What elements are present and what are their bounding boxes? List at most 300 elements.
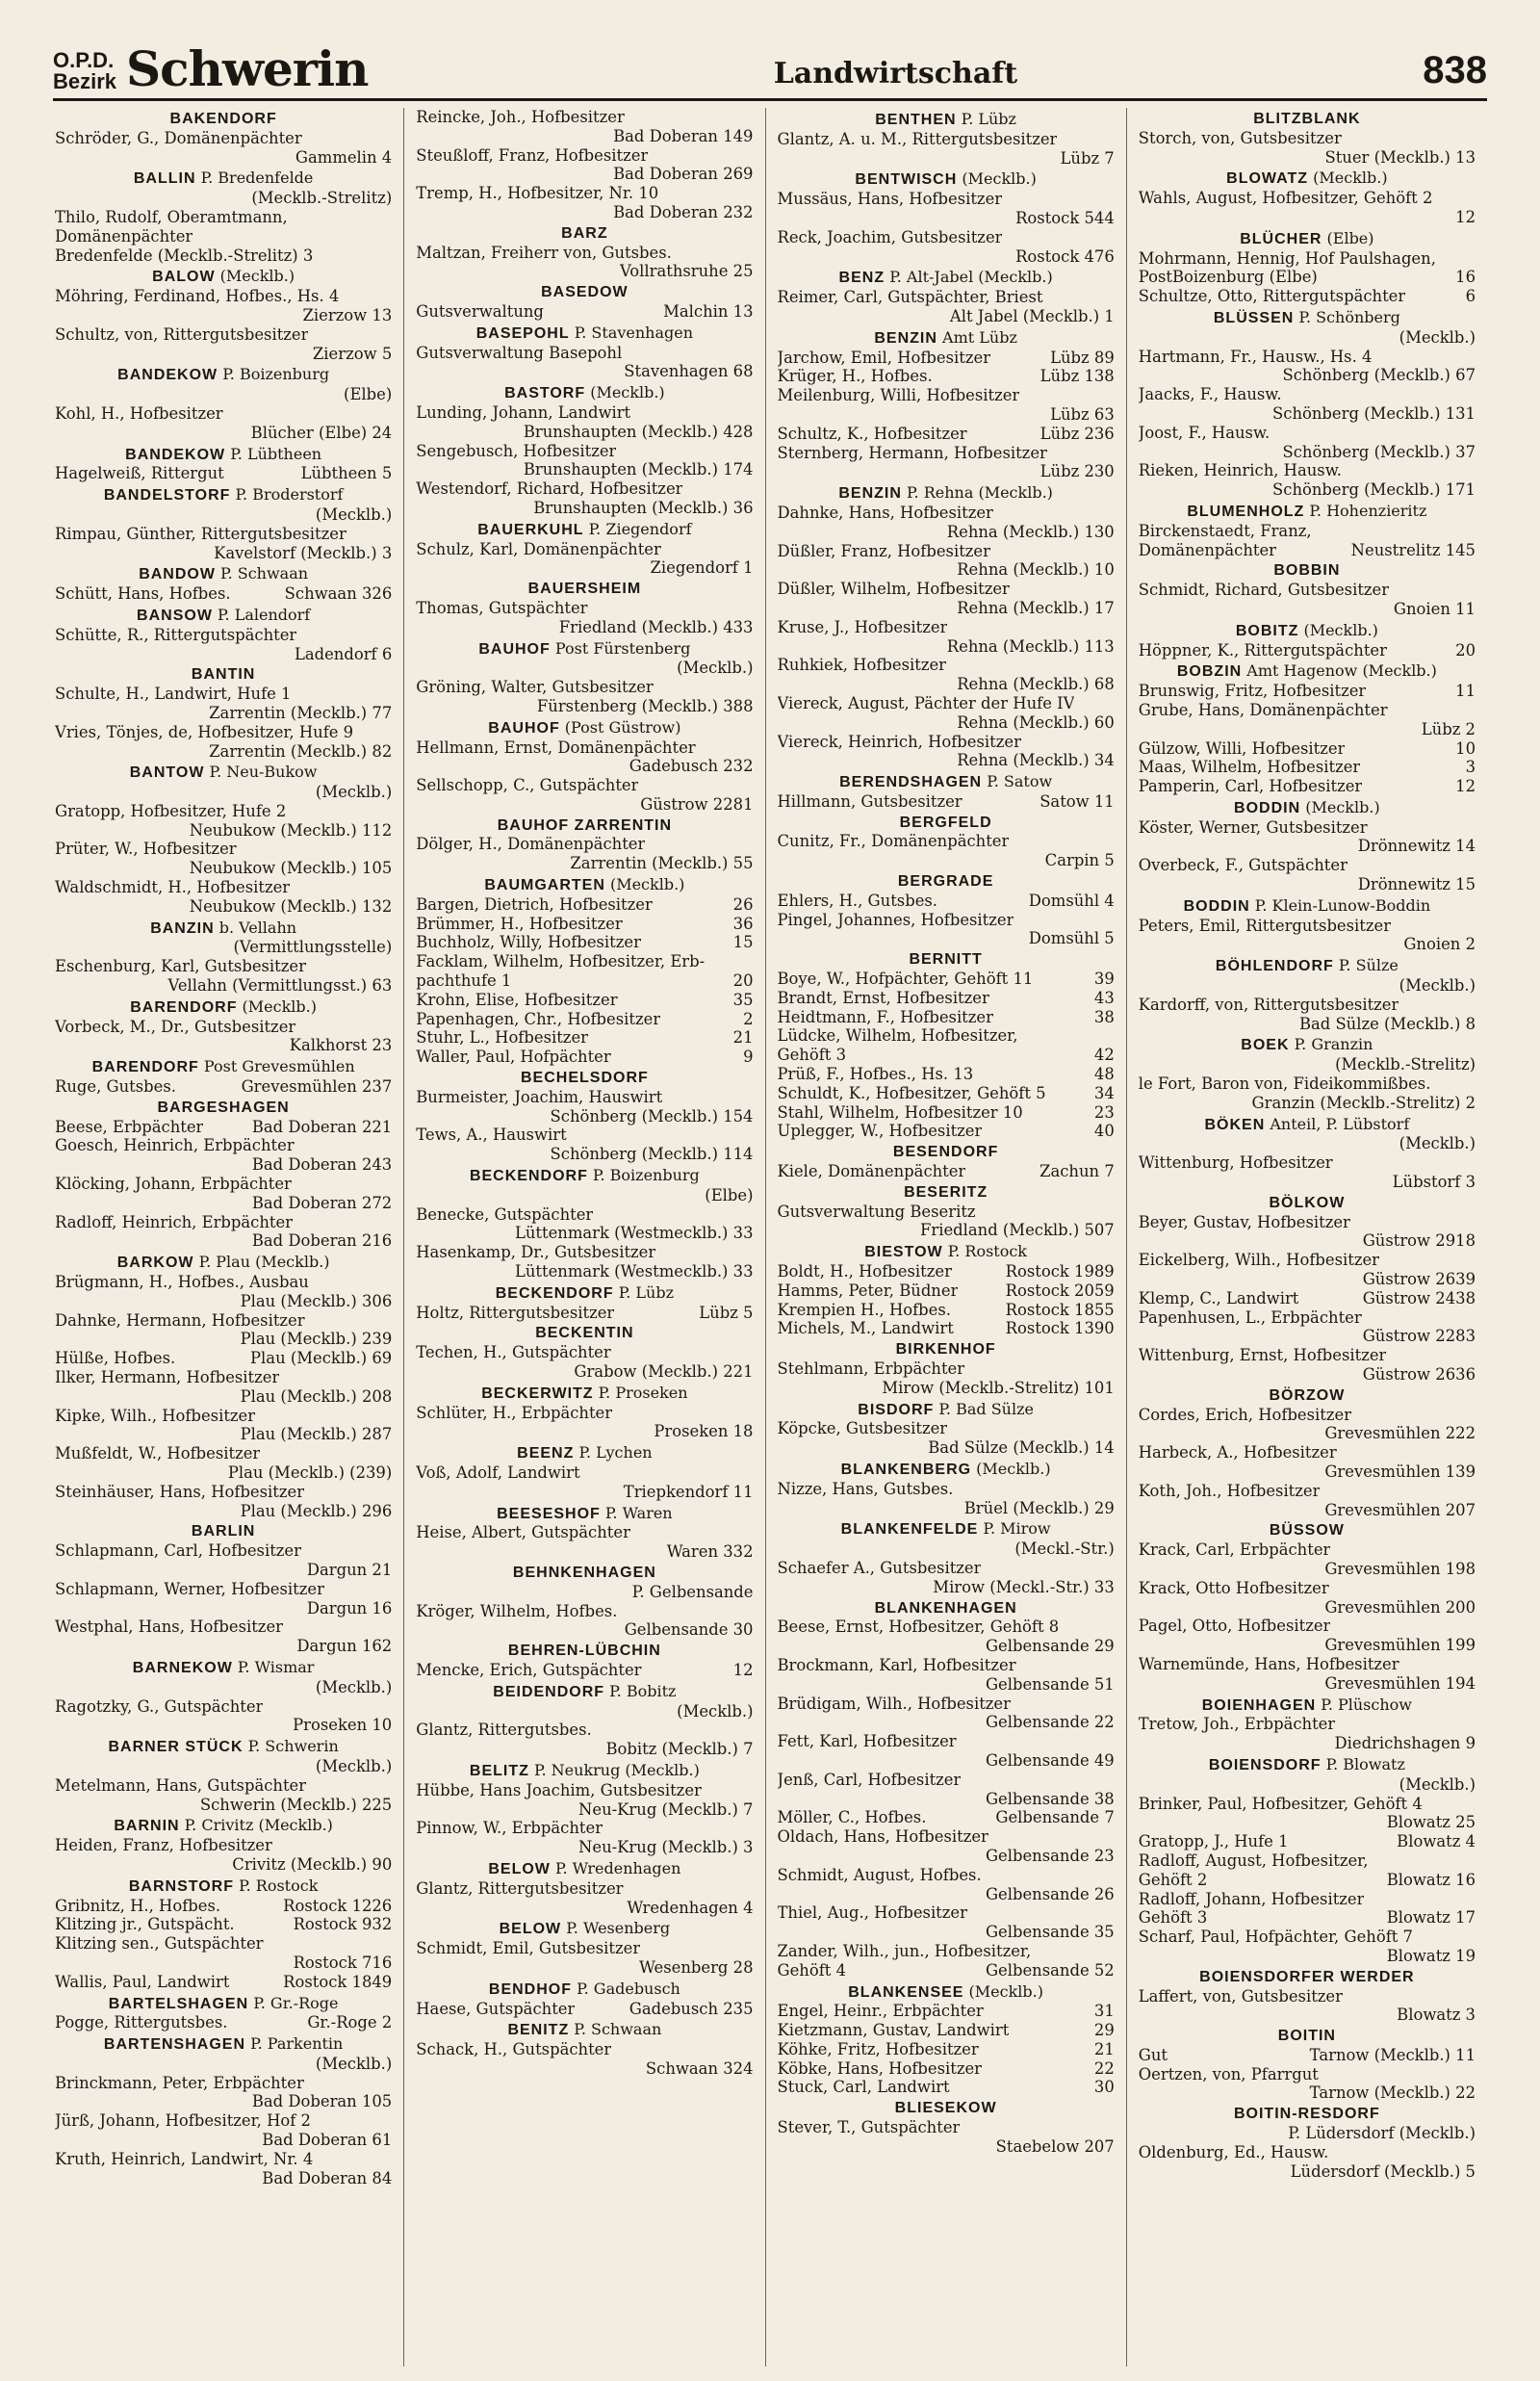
entry-line (416, 262, 753, 281)
place-name: BOBZIN (1176, 663, 1243, 681)
bezirk-line: Bezirk (53, 69, 117, 93)
place-block (55, 997, 392, 1055)
place-heading (1139, 308, 1476, 328)
entry-line (778, 751, 1115, 770)
entry-line (416, 1781, 753, 1800)
place-block (1139, 1695, 1476, 1753)
entry-line (1139, 1251, 1476, 1270)
entry-line (778, 1438, 1115, 1458)
entry-phone: Gelbensande 7 (995, 1808, 1115, 1827)
entry-phone: Plau (Mecklb.) 287 (240, 1425, 393, 1444)
place-heading (55, 1057, 392, 1077)
entry-line (55, 325, 392, 345)
place-heading (416, 520, 753, 540)
place-block (416, 1980, 753, 2019)
entry-line (416, 1879, 753, 1899)
place-heading (1139, 1968, 1476, 1987)
place-block (1139, 1521, 1476, 1693)
entry-line (55, 1444, 392, 1463)
place-heading (416, 1283, 753, 1304)
post-office: P. Wismar (232, 1657, 315, 1676)
place-name: BEIDENDORF (493, 1683, 605, 1700)
entry-line (416, 1602, 753, 1621)
entry-name: Gehöft 3 (1138, 1908, 1208, 1928)
entry-phone: Zierzow 5 (312, 344, 393, 363)
entry-line (55, 345, 392, 364)
entry-line (55, 976, 392, 996)
entry-line (416, 1048, 753, 1067)
entry-line (1139, 1560, 1476, 1579)
entry-line (1139, 875, 1476, 894)
place-block (1139, 229, 1476, 306)
place-block (778, 1460, 1115, 1517)
place-name: BIESTOW (864, 1244, 943, 1261)
entry-name: Scharf, Paul, Hofpächter, Gehöft 7 (1138, 1928, 1413, 1947)
post-office: P. Granzin (1289, 1035, 1373, 1054)
entry-name: Stehlmann, Erbpächter (777, 1359, 965, 1378)
entry-phone: P. Lüdersdorf (Mecklb.) (1288, 2124, 1476, 2143)
entry-line (55, 783, 392, 802)
entry-phone: Ziegendorf 1 (650, 558, 754, 578)
place-name: BECKENDORF (469, 1168, 588, 1185)
entry-line (416, 1483, 753, 1502)
entry-name: Schröder, G., Domänenpächter (55, 128, 302, 147)
place-name: BENZ (838, 270, 886, 287)
entry-line (416, 1463, 753, 1483)
place-block (55, 168, 392, 265)
entry-phone: Bad Doberan 216 (251, 1231, 393, 1251)
entry-line (55, 1796, 392, 1815)
entry-phone: 35 (732, 990, 754, 1009)
entry-phone: Schönberg (Mecklb.) 154 (550, 1106, 754, 1126)
entry-line (1139, 328, 1476, 348)
entry-name: Gribnitz, H., Hofbes. (55, 1896, 221, 1915)
entry-line (416, 1243, 753, 1262)
place-heading (416, 1504, 753, 1524)
entry-name: Köster, Werner, Gutsbesitzer (1138, 817, 1368, 837)
entry-line (55, 685, 392, 704)
entry-phone: Neu-Krug (Mecklb.) 3 (578, 1838, 754, 1857)
entry-phone: Schönberg (Mecklb.) 67 (1282, 366, 1476, 385)
entry-phone: (Mecklb.) (315, 783, 393, 802)
place-name: BELOW (499, 1921, 562, 1938)
place-heading (1139, 1115, 1476, 1135)
place-name: BENTHEN (875, 112, 957, 128)
place-heading (778, 772, 1115, 792)
entry-phone: Rostock 1849 (283, 1972, 393, 1991)
entry-line (778, 1618, 1115, 1637)
entry-line (1139, 976, 1476, 996)
entry-phone: Plau (Mecklb.) (239) (227, 1462, 393, 1482)
post-office: P. Plüschow (1316, 1695, 1412, 1714)
place-block (778, 1519, 1115, 1596)
entry-line (416, 479, 753, 499)
entry-line (1139, 1308, 1476, 1328)
entry-name: Ruge, Gutsbes. (55, 1077, 176, 1097)
place-name: BECKENTIN (535, 1325, 634, 1342)
column-1 (53, 108, 403, 2367)
entry-phone: Gammelin 4 (295, 147, 393, 167)
entry-line (55, 129, 392, 148)
entry-name: Reincke, Joh., Hofbesitzer (416, 108, 625, 126)
section-title: Landwirtschaft (773, 57, 1018, 91)
entry-name: Hülße, Hofbes. (55, 1349, 176, 1368)
post-office: P. Schwerin (243, 1737, 339, 1756)
place-block (778, 1242, 1115, 1338)
entry-line (55, 1387, 392, 1407)
entry-line (778, 713, 1115, 733)
place-block (1139, 798, 1476, 894)
entry-name: Michels, M., Landwirt (777, 1319, 954, 1338)
entry-phone: Gelbensande 29 (985, 1637, 1115, 1656)
entry-line (55, 1697, 392, 1717)
entry-name: Hübbe, Hans Joachim, Gutsbesitzer (416, 1780, 702, 1799)
post-office: Amt Hagenow (Mecklb.) (1242, 661, 1437, 681)
post-office: Anteil, P. Lübstorf (1265, 1114, 1410, 1133)
entry-phone: Lübz 7 (1060, 148, 1115, 168)
entry-line (416, 1740, 753, 1759)
entry-line (1139, 541, 1476, 560)
opd-line: O.P.D. (53, 48, 115, 72)
entry-line (416, 971, 753, 991)
entry-line (1139, 480, 1476, 500)
entry-line (416, 1107, 753, 1126)
entry-name: Sellschopp, C., Gutspächter (416, 776, 639, 795)
entry-phone: Gadebusch 232 (629, 757, 754, 776)
place-name: BLANKENSEE (848, 1983, 964, 2001)
entry-line (55, 1855, 392, 1875)
entry-name: Boldt, H., Hofbesitzer (777, 1262, 952, 1281)
entry-name: Lüdcke, Wilhelm, Hofbesitzer, (777, 1026, 1018, 1046)
entry-line (55, 1836, 392, 1855)
entry-line (1139, 1443, 1476, 1462)
place-heading (55, 267, 392, 287)
entry-name: Schmidt, August, Hofbes. (777, 1865, 982, 1884)
entry-line (55, 227, 392, 246)
entry-phone: Grabow (Mecklb.) 221 (574, 1362, 754, 1381)
entry-line (778, 1203, 1115, 1222)
entry-name: Maltzan, Freiherr von, Gutsbes. (416, 243, 672, 262)
place-block (1139, 621, 1476, 660)
entry-line (778, 2118, 1115, 2137)
entry-line (778, 1162, 1115, 1181)
entry-line (1139, 1598, 1476, 1618)
place-block (55, 1816, 392, 1874)
entry-phone: Zarrentin (Mecklb.) 77 (209, 703, 393, 722)
entry-name: Thiel, Aug., Hofbesitzer (777, 1903, 967, 1923)
post-office: P. Rostock (234, 1876, 319, 1895)
entry-name: Hartmann, Fr., Hausw., Hs. 4 (1138, 347, 1373, 366)
entry-line (416, 618, 753, 637)
entry-line (778, 405, 1115, 425)
place-name: BISDORF (858, 1401, 935, 1418)
entry-name: Düßler, Wilhelm, Hofbesitzer (777, 580, 1010, 599)
entry-line (1139, 1173, 1476, 1192)
entry-phone: (Mecklb.) (1399, 327, 1476, 347)
entry-line (778, 970, 1115, 989)
entry-line (778, 504, 1115, 523)
entry-name: Gröning, Walter, Gutsbesitzer (416, 678, 654, 697)
entry-line (1139, 1153, 1476, 1173)
entry-line (778, 929, 1115, 948)
entry-line (416, 244, 753, 263)
entry-phone: Lübz 2 (1421, 719, 1476, 738)
entry-line (778, 1827, 1115, 1847)
entry-line (55, 1425, 392, 1444)
place-name: BÖHLENDORF (1215, 958, 1334, 975)
entry-name: Holtz, Rittergutsbesitzer (416, 1303, 615, 1322)
entry-name: Tretow, Joh., Erbpächter (1138, 1715, 1336, 1734)
entry-line (1139, 1674, 1476, 1694)
entry-name: Radloff, Heinrich, Erbpächter (55, 1212, 294, 1231)
place-heading (778, 1982, 1115, 2003)
entry-line (416, 1088, 753, 1107)
entry-name: Eickelberg, Wilh., Hofbesitzer (1138, 1251, 1380, 1270)
entry-phone: Rostock 1390 (1005, 1319, 1115, 1338)
place-name: BASEPOHL (475, 324, 570, 342)
place-name: BANTIN (191, 666, 256, 684)
place-heading (778, 1599, 1115, 1618)
entry-line (55, 821, 392, 841)
entry-name: Schmidt, Richard, Gutsbesitzer (1138, 581, 1390, 600)
entry-phone: Zarrentin (Mecklb.) 55 (570, 854, 754, 873)
place-name: BARNER STÜCK (108, 1739, 244, 1756)
place-heading (778, 110, 1115, 130)
entry-line (416, 165, 753, 184)
entry-phone: Carpin 5 (1044, 851, 1115, 870)
entry-name: Oldenburg, Ed., Hausw. (1138, 2142, 1329, 2161)
entry-line (55, 1036, 392, 1055)
place-block (55, 267, 392, 363)
place-name: BERGRADE (897, 873, 994, 891)
place-name: BÜSSOW (1269, 1522, 1345, 1540)
entry-line (55, 246, 392, 266)
entry-line (55, 2111, 392, 2131)
place-name: BAUHOF (488, 719, 560, 737)
entry-line (416, 146, 753, 166)
place-name: BELOW (488, 1860, 551, 1877)
entry-line (1139, 581, 1476, 600)
entry-line (1139, 208, 1476, 227)
place-heading (1139, 2105, 1476, 2124)
place-heading (1139, 229, 1476, 249)
entry-name: Köpcke, Gutsbesitzer (777, 1419, 948, 1438)
place-block (416, 1761, 753, 1857)
entry-phone: (Mecklb.) (1399, 1134, 1476, 1153)
place-name: BLITZBLANK (1253, 111, 1361, 127)
place-heading (416, 324, 753, 344)
entry-line (1139, 1890, 1476, 1909)
post-office: (Mecklb.) (1300, 797, 1380, 816)
entry-line (778, 307, 1115, 326)
place-block (1139, 1035, 1476, 1112)
column-2 (403, 108, 764, 2367)
place-block (778, 772, 1115, 812)
entry-line (416, 1620, 753, 1640)
entry-phone: Rehna (Mecklb.) 34 (957, 751, 1115, 770)
entry-name: Hellmann, Ernst, Domänenpächter (416, 738, 696, 757)
entry-name: Domänenpächter (1138, 540, 1277, 559)
entry-name: Nizze, Hans, Gutsbes. (777, 1479, 954, 1498)
place-block (416, 718, 753, 815)
place-heading (416, 1166, 753, 1186)
entry-line (1139, 1501, 1476, 1520)
entry-line (1139, 1851, 1476, 1871)
post-office: P. Ziegendorf (583, 519, 692, 538)
entry-name: Techen, H., Gutspächter (416, 1343, 611, 1362)
place-name: BLANKENBERG (840, 1461, 972, 1478)
entry-line (778, 599, 1115, 618)
post-office: b. Vellahn (214, 918, 297, 937)
entry-phone: Rehna (Mecklb.) 130 (946, 522, 1115, 541)
entry-line (1139, 1795, 1476, 1814)
entry-line (55, 859, 392, 878)
entry-phone: Lübz 63 (1050, 404, 1115, 424)
entry-phone: Dargun 16 (306, 1598, 393, 1618)
place-name: BAUMGARTEN (484, 877, 605, 894)
entry-phone: Lübz 89 (1050, 348, 1115, 367)
entry-line (778, 2137, 1115, 2157)
place-heading (416, 283, 753, 302)
place-heading (1139, 621, 1476, 641)
entry-line (778, 1065, 1115, 1084)
entry-phone: Schönberg (Mecklb.) 37 (1282, 442, 1476, 461)
entry-phone: Lübz 138 (1040, 367, 1115, 386)
entry-phone: Lübtheen 5 (300, 464, 393, 483)
entry-phone: Rostock 476 (1015, 246, 1115, 266)
entry-line (778, 618, 1115, 637)
entry-line (1139, 189, 1476, 208)
entry-line (1139, 2162, 1476, 2182)
entry-name: Domänenpächter (55, 226, 193, 246)
place-block (778, 1599, 1115, 1980)
entry-line (416, 835, 753, 854)
place-heading (1139, 1035, 1476, 1055)
place-name: BIRKENHOF (895, 1341, 996, 1359)
entry-line (1139, 1775, 1476, 1795)
entry-name: Sengebusch, Hofbesitzer (416, 441, 617, 460)
entry-line (416, 933, 753, 952)
entry-name: Sternberg, Hermann, Hofbesitzer (777, 443, 1047, 462)
entry-phone: Gadebusch 235 (629, 1999, 754, 2018)
place-heading (1139, 661, 1476, 682)
entry-line (1139, 1947, 1476, 1966)
entry-name: Mussäus, Hans, Hofbesitzer (777, 190, 1003, 209)
entry-phone: 12 (1455, 207, 1476, 226)
place-name: BLIESEKOW (894, 2100, 997, 2117)
entry-line (778, 1903, 1115, 1923)
entry-name: pachthufe 1 (416, 971, 512, 991)
place-block (1139, 1115, 1476, 1192)
place-name: BLANKENHAGEN (874, 1599, 1017, 1617)
entry-name: Ragotzky, G., Gutspächter (55, 1696, 264, 1716)
place-heading (416, 1069, 753, 1088)
entry-name: Wittenburg, Ernst, Hofbesitzer (1138, 1346, 1387, 1365)
page-header (53, 21, 1487, 101)
post-office: P. Lübz (956, 110, 1016, 128)
place-block (55, 606, 392, 663)
place-name: BANTOW (129, 764, 205, 782)
entry-phone: Ladendorf 6 (294, 644, 393, 663)
entry-line (778, 1499, 1115, 1518)
entry-phone: Granzin (Mecklb.-Strelitz) 2 (1251, 1093, 1476, 1112)
place-heading (416, 816, 753, 836)
entry-phone: Blowatz 25 (1386, 1813, 1476, 1832)
place-name: BENITZ (507, 2022, 570, 2039)
place-heading (416, 1859, 753, 1879)
entry-phone: Gelbensande 23 (985, 1846, 1115, 1865)
post-office: P. Blowatz (1321, 1754, 1405, 1773)
entry-phone: Lüttenmark (Westmecklb.) 33 (514, 1262, 754, 1281)
entry-line (778, 989, 1115, 1008)
entry-name: Meilenburg, Willi, Hofbesitzer (777, 386, 1020, 405)
entry-line (416, 1186, 753, 1205)
place-heading (1139, 168, 1476, 189)
entry-line (55, 505, 392, 525)
entry-line (778, 792, 1115, 812)
entry-phone: Rehna (Mecklb.) 113 (946, 636, 1115, 656)
entry-name: Pinnow, W., Erbpächter (416, 1819, 603, 1838)
entry-line (1139, 1871, 1476, 1890)
entry-name: Storch, von, Gutsbesitzer (1138, 128, 1342, 147)
entry-line (55, 1213, 392, 1232)
entry-line (55, 1580, 392, 1599)
post-office: P. Bredenfelde (195, 168, 314, 188)
place-block (55, 763, 392, 916)
entry-line (416, 1899, 753, 1918)
entry-name: Rimpau, Günther, Rittergutsbesitzer (55, 524, 346, 543)
place-heading (55, 1876, 392, 1897)
entry-phone: Proseken 18 (654, 1422, 754, 1441)
entry-line (1139, 739, 1476, 759)
place-heading (1139, 110, 1476, 129)
entry-line (55, 1934, 392, 1954)
place-block (778, 2099, 1115, 2156)
entry-line (1139, 1074, 1476, 1094)
place-heading (416, 224, 753, 244)
entry-line (55, 1349, 392, 1368)
entry-phone: (Mecklb.) (315, 2054, 393, 2073)
post-office: P. Hohenzieritz (1304, 501, 1427, 520)
entry-name: Viereck, August, Pächter der Hufe IV (777, 693, 1075, 712)
place-name: BARLIN (191, 1523, 256, 1540)
place-block (416, 2020, 753, 2078)
place-name: BEHNKENHAGEN (512, 1564, 656, 1581)
entry-line (416, 1583, 753, 1602)
entry-line (778, 444, 1115, 463)
entry-name: Bredenfelde (Mecklb.-Strelitz) 3 (55, 246, 314, 265)
place-name: BECHELSDORF (520, 1070, 649, 1087)
post-office: (Mecklb.) (585, 383, 665, 402)
post-office: P. Klein-Lunow-Boddin (1249, 895, 1431, 915)
entry-line (778, 1262, 1115, 1281)
entry-phone: 40 (1093, 1122, 1115, 1141)
entry-line (55, 1407, 392, 1426)
entry-name: Gehöft 3 (777, 1046, 847, 1065)
entry-name: Köbke, Hans, Hofbesitzer (777, 2058, 983, 2078)
entry-line (778, 228, 1115, 247)
entry-line (55, 1973, 392, 1992)
place-name: BARNEKOW (132, 1659, 233, 1676)
place-block (1139, 502, 1476, 559)
entry-line (416, 362, 753, 381)
place-name: BOBBIN (1273, 562, 1341, 580)
place-heading (1139, 2027, 1476, 2046)
entry-phone: Rostock 1989 (1005, 1262, 1115, 1281)
entry-phone: 42 (1093, 1046, 1115, 1065)
entry-phone: Tarnow (Mecklb.) 11 (1309, 2045, 1476, 2064)
entry-line (55, 704, 392, 723)
